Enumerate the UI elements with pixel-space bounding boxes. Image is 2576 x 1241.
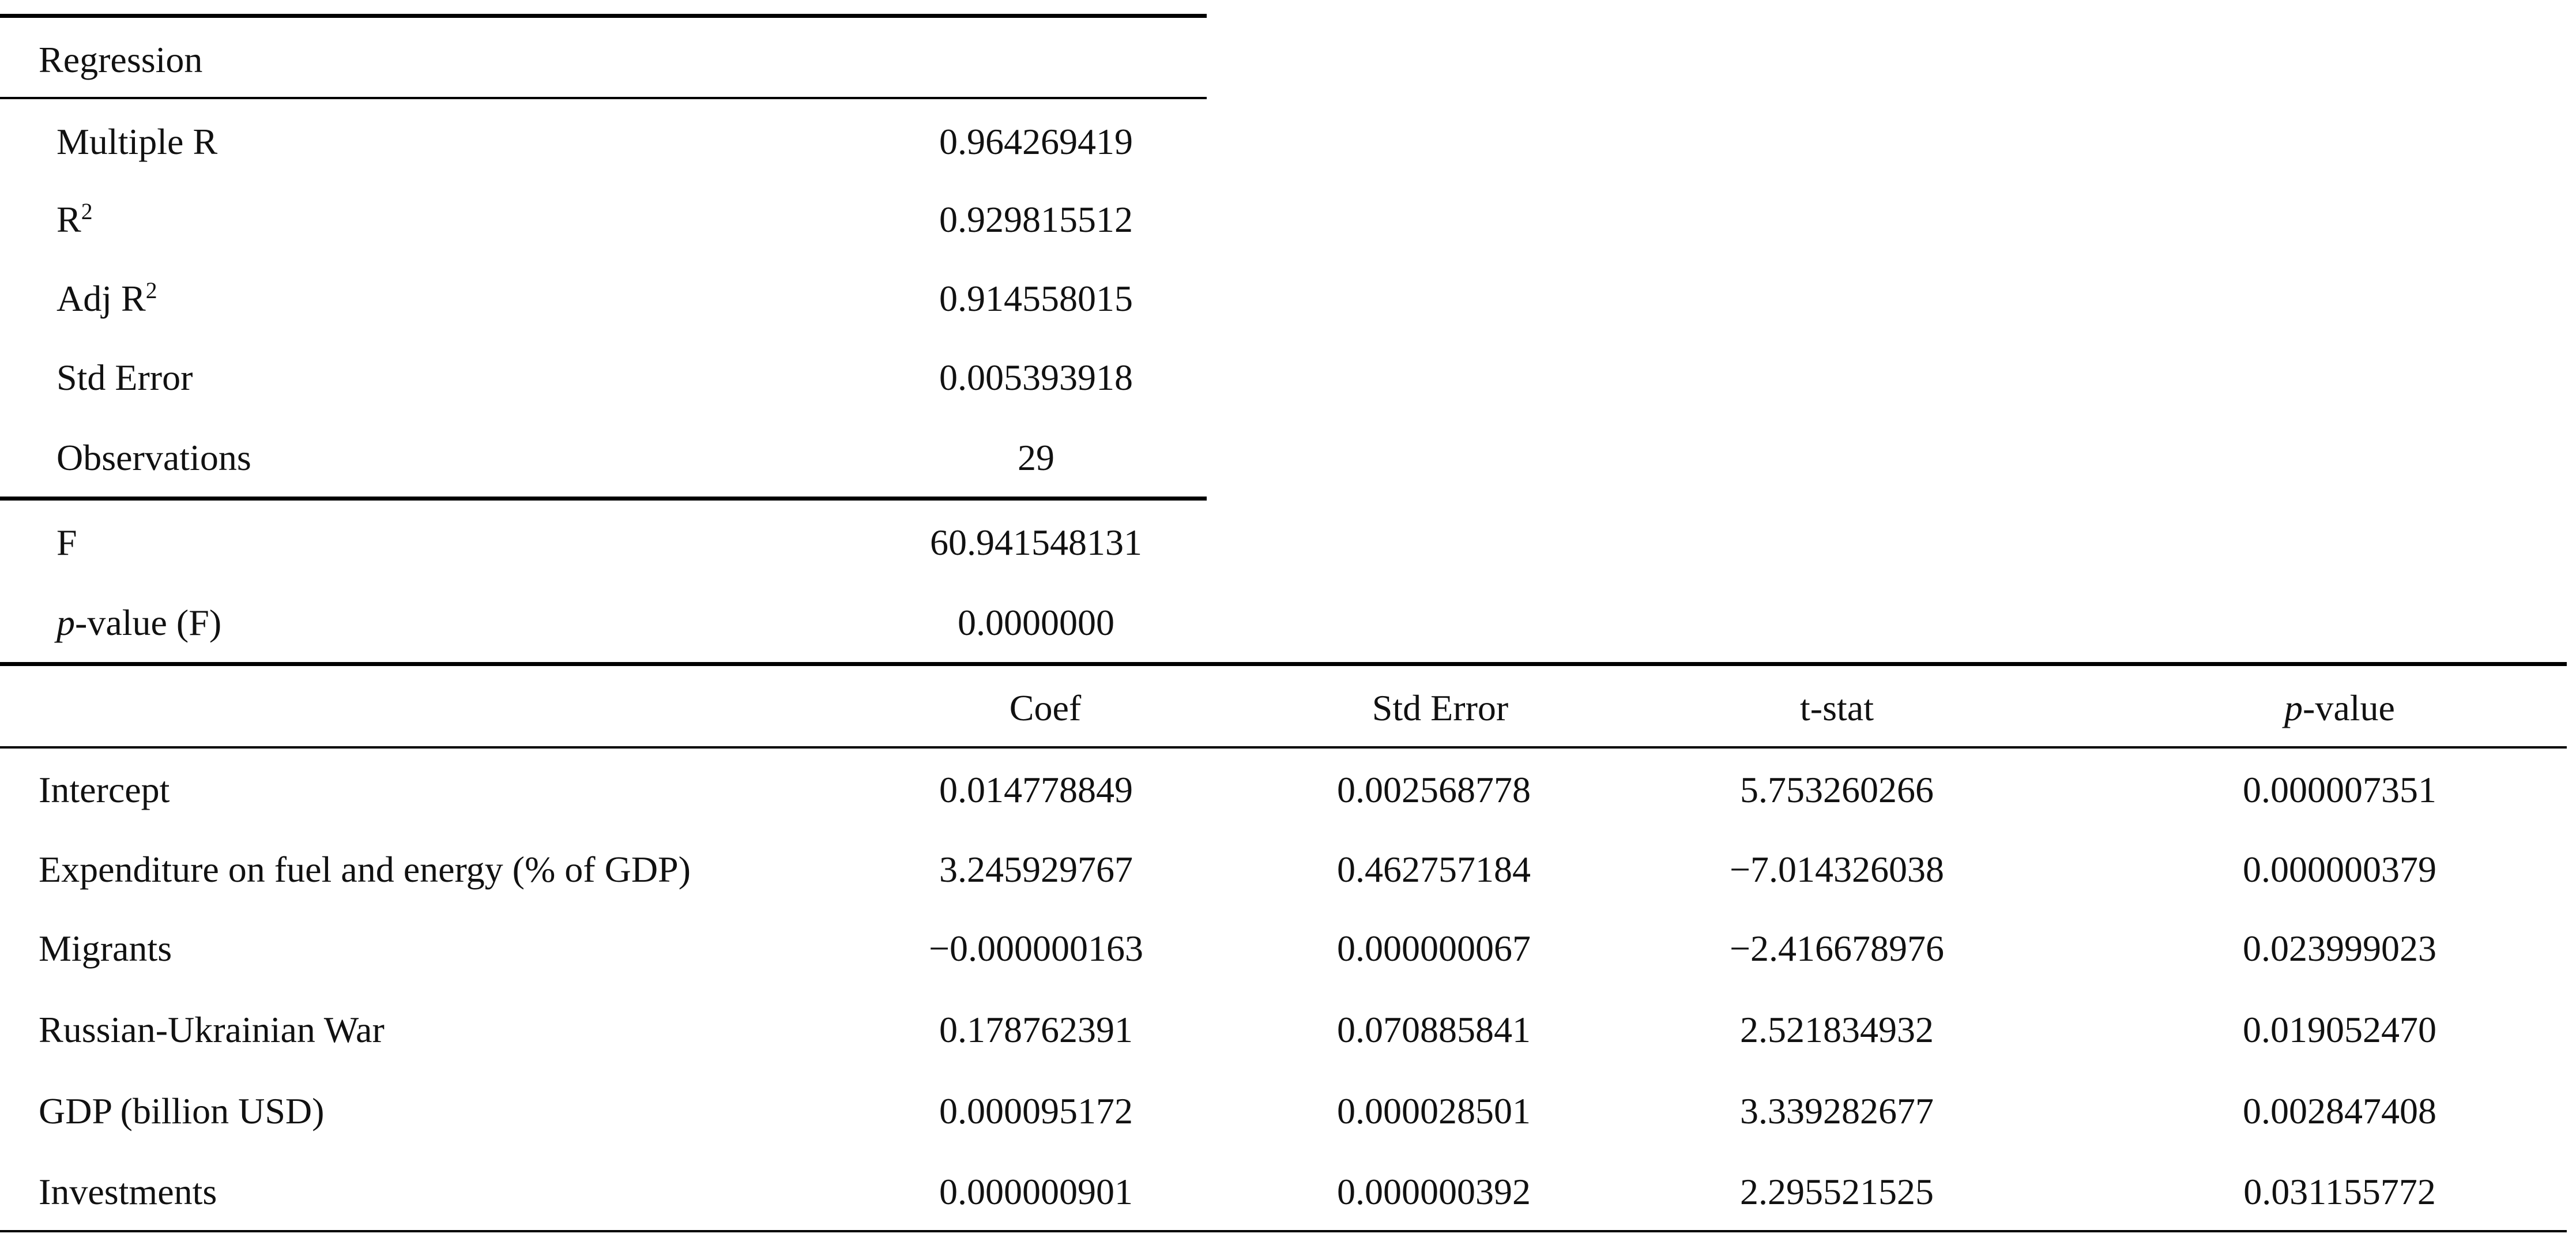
row-variable: GDP (billion USD) — [39, 1090, 325, 1131]
stat-value-std-error: 0.005393918 — [939, 357, 1133, 398]
row-std-error: 0.000028501 — [1337, 1090, 1531, 1131]
row-p-value: 0.000000379 — [2243, 849, 2436, 890]
stat-label-observations: Observations — [57, 437, 251, 478]
row-t-stat: 2.295521525 — [1740, 1171, 1934, 1212]
adj-r-squared-sup: 2 — [145, 278, 157, 304]
row-coef: −0.000000163 — [928, 928, 1144, 969]
stat-label-r-squared — [57, 201, 93, 238]
p-italic: p — [2284, 687, 2303, 728]
row-variable: Intercept — [39, 769, 170, 810]
row-std-error: 0.070885841 — [1337, 1009, 1531, 1050]
header-p-value — [2284, 687, 2395, 728]
p-value-f-label-rest: -value (F) — [75, 602, 222, 643]
stat-value-multiple-r: 0.964269419 — [939, 121, 1133, 162]
bottom-rule — [0, 1230, 2567, 1232]
row-std-error: 0.000000067 — [1337, 928, 1531, 969]
row-coef: 0.178762391 — [939, 1009, 1133, 1050]
row-coef: 3.245929767 — [939, 849, 1133, 890]
row-std-error: 0.000000392 — [1337, 1171, 1531, 1212]
stat-label-adj-r-squared — [57, 280, 157, 317]
row-variable: Migrants — [39, 928, 172, 969]
p-value-f-label — [57, 604, 221, 641]
r-squared-base: R — [57, 199, 81, 240]
row-p-value: 0.031155772 — [2243, 1171, 2436, 1212]
f-value: 60.941548131 — [930, 522, 1142, 563]
header-t-stat: t-stat — [1800, 687, 1874, 728]
row-variable: Investments — [39, 1171, 217, 1212]
row-p-value: 0.019052470 — [2243, 1009, 2436, 1050]
p-value-f-value: 0.0000000 — [958, 602, 1114, 643]
header-p-value-rest: -value — [2303, 687, 2395, 728]
header-coef: Coef — [1009, 687, 1082, 728]
p-italic: p — [57, 602, 75, 643]
coefficients-top-rule — [0, 662, 2567, 666]
row-std-error: 0.002568778 — [1337, 769, 1531, 810]
r-squared-sup: 2 — [81, 199, 93, 225]
stat-value-r-squared: 0.929815512 — [939, 199, 1133, 240]
top-rule — [0, 14, 1207, 18]
row-coef: 0.000000901 — [939, 1171, 1133, 1212]
regression-header-rule — [0, 97, 1207, 99]
row-coef: 0.000095172 — [939, 1090, 1133, 1131]
stat-label-multiple-r: Multiple R — [57, 121, 218, 162]
stat-label-std-error: Std Error — [57, 357, 193, 398]
row-p-value: 0.000007351 — [2243, 769, 2436, 810]
stats-separator-rule — [0, 497, 1207, 501]
f-label: F — [57, 522, 77, 563]
row-coef: 0.014778849 — [939, 769, 1133, 810]
header-std-error: Std Error — [1372, 687, 1509, 728]
row-t-stat: 5.753260266 — [1740, 769, 1934, 810]
row-t-stat: 2.521834932 — [1740, 1009, 1934, 1050]
row-t-stat: −7.014326038 — [1729, 849, 1945, 890]
regression-section-label: Regression — [39, 39, 203, 80]
row-variable: Expenditure on fuel and energy (% of GDP) — [39, 849, 691, 890]
row-t-stat: −2.416678976 — [1729, 928, 1945, 969]
coefficients-header-rule — [0, 746, 2567, 749]
row-t-stat: 3.339282677 — [1740, 1090, 1934, 1131]
row-p-value: 0.002847408 — [2243, 1090, 2436, 1131]
row-std-error: 0.462757184 — [1337, 849, 1531, 890]
stat-value-observations: 29 — [1018, 437, 1054, 478]
adj-r-squared-base: Adj R — [57, 278, 146, 319]
stat-value-adj-r-squared: 0.914558015 — [939, 278, 1133, 319]
row-p-value: 0.023999023 — [2243, 928, 2436, 969]
row-variable: Russian-Ukrainian War — [39, 1009, 385, 1050]
